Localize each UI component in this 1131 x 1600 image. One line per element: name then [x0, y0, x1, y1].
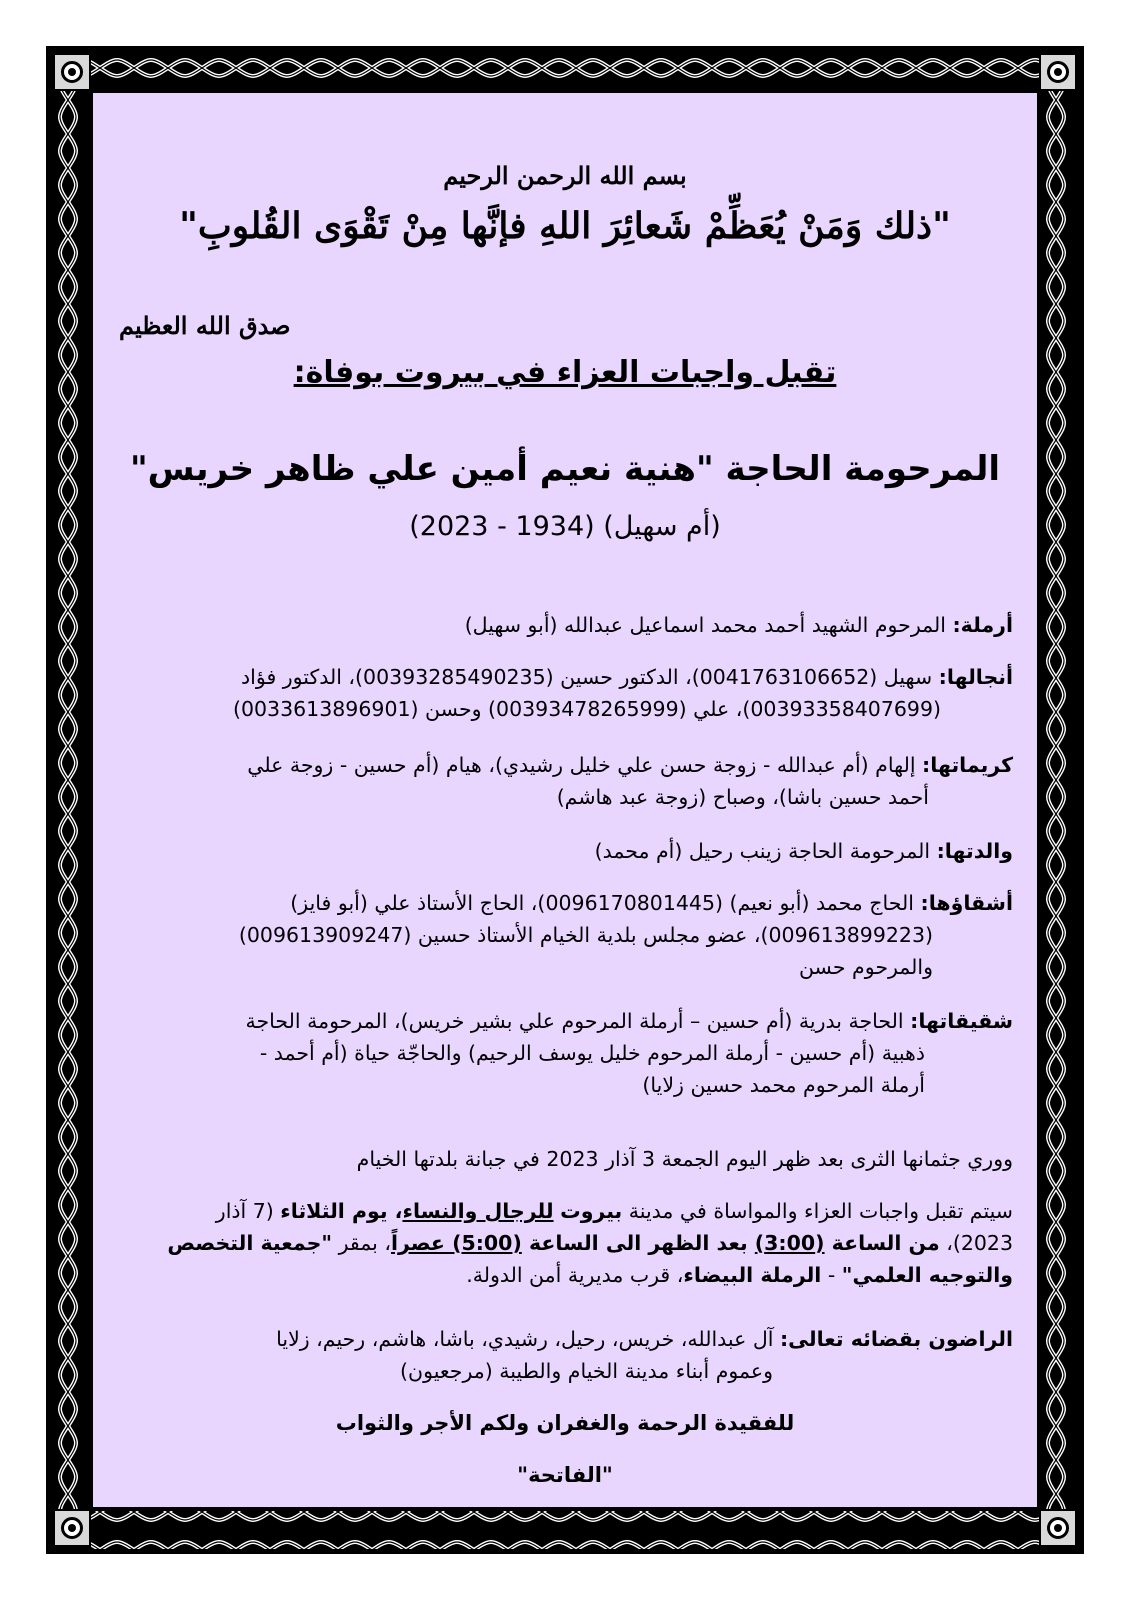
sisters-line3: أرملة المرحوم محمد حسين زلايا)	[642, 1073, 925, 1097]
daughters-label: كريماتها:	[922, 753, 1013, 777]
sisters-line2: ذهبية (أم حسين - أرملة المرحوم خليل يوسف الرحيم) والحاجّة حياة (أم أحمد -	[259, 1041, 925, 1065]
cond-l1-e: (7 آذار	[215, 1199, 281, 1223]
cond-l3-d: ، قرب مديرية أمن الدولة.	[466, 1263, 684, 1287]
cond-l1-d: ، يوم الثلاثاء	[280, 1199, 403, 1223]
corner-ornament	[1039, 53, 1077, 91]
basmala: بسم الله الرحمن الرحيم	[443, 161, 687, 190]
sons-line2: (00393358407699)، علي (00393478265999) وحسن (0033613896901)	[232, 697, 941, 721]
cond-l2-g: "جمعية التخصص	[167, 1231, 333, 1255]
deceased-years: (أم سهيل) (1934 - 2023)	[409, 511, 721, 542]
sadaq-allah: صدق الله العظيم	[119, 311, 291, 340]
corner-ornament	[53, 1509, 91, 1547]
brothers-line1: الحاج محمد (أبو نعيم) (0096170801445)، الحاج الأستاذ علي (أبو فايز)	[290, 891, 914, 915]
ornamental-frame	[46, 46, 1084, 1554]
announcement-heading: تقبل واجبات العزاء في بيروت بوفاة:	[293, 355, 837, 390]
mother-row	[595, 835, 1013, 867]
cond-l2-e: (5:00) عصراً	[390, 1231, 522, 1255]
cond-l1-c: للرجال والنساء	[402, 1199, 554, 1223]
burial-row	[357, 1143, 1013, 1175]
corner-ornament	[1039, 1509, 1077, 1547]
cond-l2-a: 2023)،	[939, 1231, 1013, 1255]
cond-l2-b: من الساعة	[824, 1231, 940, 1255]
cond-l2-f: ، بمقر	[332, 1231, 391, 1255]
sons-row	[113, 661, 1013, 725]
sisters-line1: الحاجة بدرية (أم حسين – أرملة المرحوم علي بشير خريس)، المرحومة الحاجة	[245, 1009, 904, 1033]
fatiha: "الفاتحة"	[517, 1463, 613, 1487]
cond-l1-a: سيتم تقبل واجبات العزاء والمواساة في مدينة	[622, 1199, 1013, 1223]
sisters-label: شقيقاتها:	[910, 1009, 1013, 1033]
mourners-line1: آل عبدالله، خريس، رحيل، رشيدي، باشا، هاشم، رحيم، زلايا	[276, 1327, 774, 1351]
sons-line1: سهيل (0041763106652)، الدكتور حسين (00393285490235)، الدكتور فؤاد	[241, 665, 933, 689]
daughters-line2: أحمد حسين باشا)، وصباح (زوجة عبد هاشم)	[556, 785, 929, 809]
condolence-paragraph	[113, 1195, 1013, 1291]
daughters-row	[113, 749, 1013, 813]
cond-l1-b: بيروت	[560, 1199, 623, 1223]
mourners-row	[113, 1323, 1013, 1387]
sons-label: أنجالها:	[938, 665, 1013, 689]
burial-text: ووري جثمانها الثرى بعد ظهر اليوم الجمعة 3 آذار 2023 في جبانة بلدتها الخيام	[356, 1147, 1013, 1171]
brothers-line2: (009613899223)، عضو مجلس بلدية الخيام الأستاذ حسين (009613909247)	[238, 923, 933, 947]
widow-row	[465, 609, 1013, 641]
brothers-label: أشقاؤها:	[920, 891, 1013, 915]
corner-ornament	[53, 53, 91, 91]
cond-l2-d: بعد الظهر الى الساعة	[521, 1231, 755, 1255]
cond-l3-a: والتوجيه العلمي"	[841, 1263, 1013, 1287]
mother-text: المرحومة الحاجة زينب رحيل (أم محمد)	[594, 839, 931, 863]
daughters-line1: إلهام (أم عبدالله - زوجة حسن علي خليل رشيدي)، هيام (أم حسين - زوجة علي	[247, 753, 916, 777]
closing-prayer: للفقيدة الرحمة والغفران ولكم الأجر والثواب	[335, 1411, 795, 1435]
sisters-row	[113, 1005, 1013, 1101]
mourners-label: الراضون بقضائه تعالى:	[779, 1327, 1013, 1351]
cond-l2-c: (3:00)	[754, 1231, 825, 1255]
brothers-line3: والمرحوم حسن	[798, 955, 933, 979]
mother-label: والدتها:	[936, 839, 1013, 863]
cond-l3-c: الرملة البيضاء	[683, 1263, 822, 1287]
brothers-row	[113, 887, 1013, 983]
quran-verse: "ذلك وَمَنْ يُعَظِّمْ شَعائِرَ اللهِ فإنَّها مِنْ تَقْوَى القُلوبِ"	[179, 205, 951, 247]
mourners-line2: وعموم أبناء مدينة الخيام والطيبة (مرجعيون)	[400, 1359, 773, 1383]
notice-panel	[91, 91, 1039, 1509]
deceased-name: المرحومة الحاجة "هنية نعيم أمين علي ظاهر خريس"	[129, 449, 1001, 489]
widow-text: المرحوم الشهيد أحمد محمد اسماعيل عبدالله (أبو سهيل)	[464, 613, 946, 637]
widow-label: أرملة:	[952, 613, 1013, 637]
cond-l3-b: -	[821, 1263, 842, 1287]
